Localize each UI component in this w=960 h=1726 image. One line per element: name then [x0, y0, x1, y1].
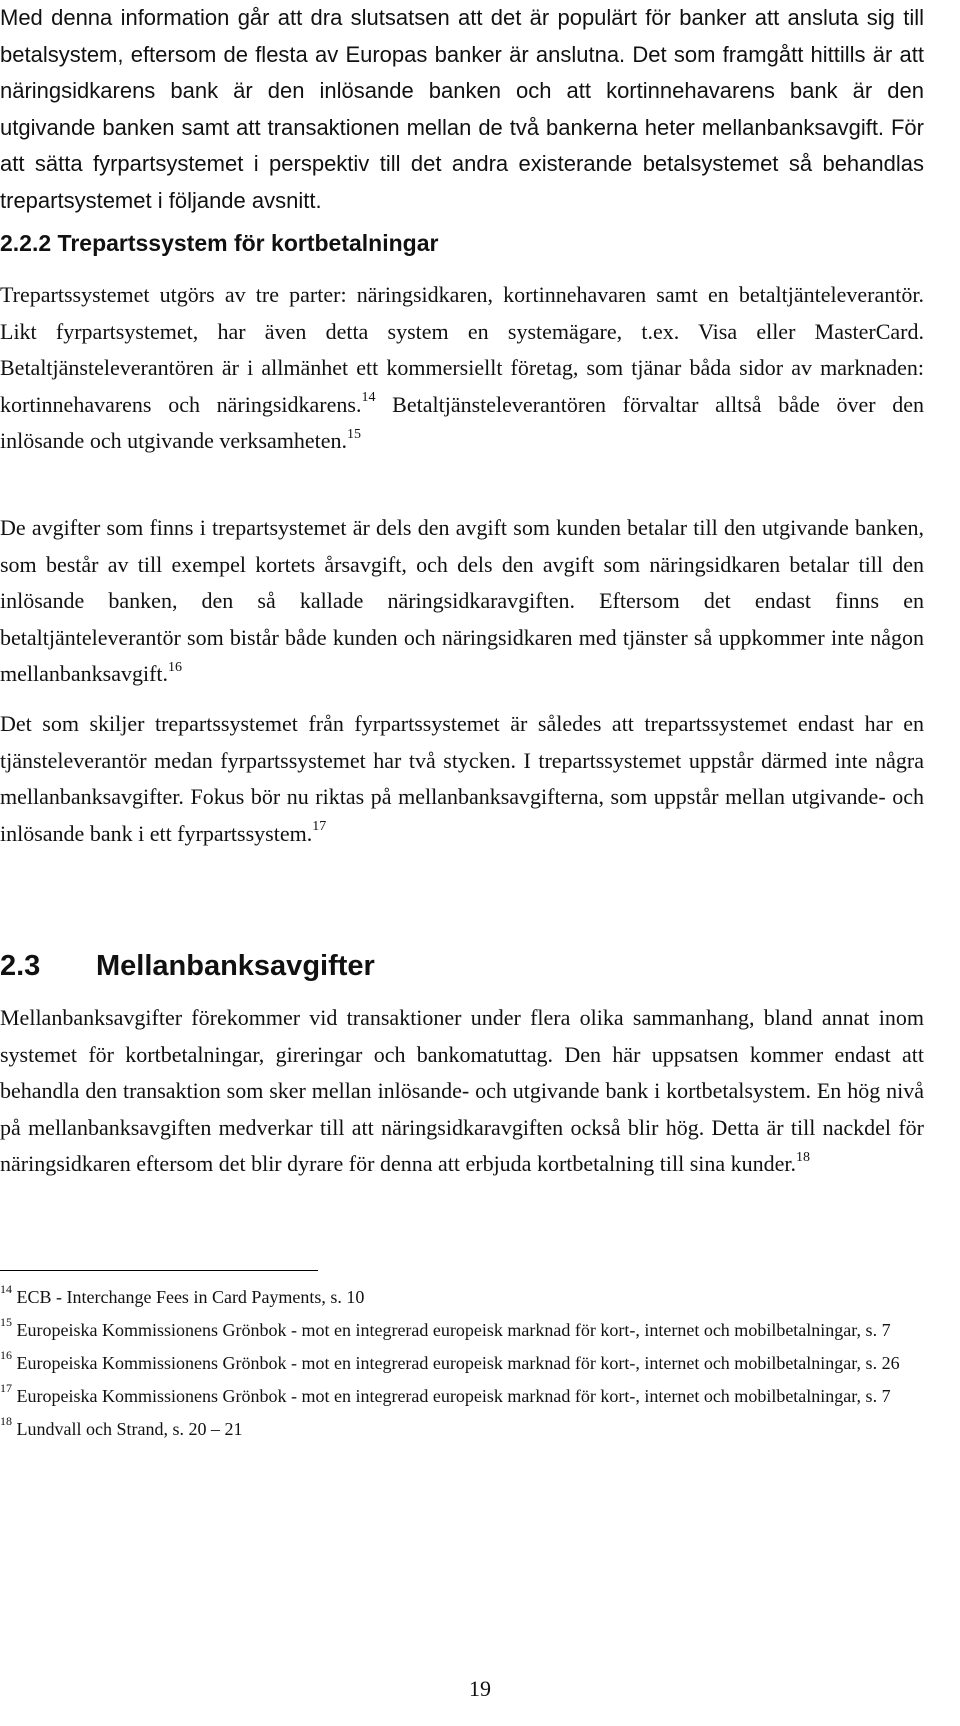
footnote-text: Lundvall och Strand, s. 20 – 21	[16, 1419, 243, 1439]
footnote-17-entry	[0, 1383, 924, 1410]
section-title: Mellanbanksavgifter	[96, 950, 375, 982]
footnote-number: 15	[0, 1315, 12, 1329]
paragraph-trepartssystem-text-2: Betaltjänsteleverantören förvaltar alltså både över den inlösande och utgivande verksamheten.	[0, 391, 925, 453]
footnote-18-entry	[0, 1416, 924, 1443]
section-number: 2.3	[0, 950, 41, 982]
footnote-15-entry	[0, 1317, 924, 1344]
footnote-ref-14[interactable]: 14	[361, 390, 376, 406]
paragraph-trepartssystem	[0, 277, 924, 460]
paragraph-skillnad	[0, 706, 924, 852]
paragraph-mellanbanksavgifter-text: Mellanbanksavgifter förekommer vid transaktioner under flera olika sammanhang, bland annat inom systemet för kortbetalningar, gireringar och bankomatuttag. Den här uppsatsen kommer endast att behandla den transaktion som sker mellan inlösande- och utgivande bank i kortbetalsystem. En hög nivå på mellanbanksavgiften medverkar till att näringsidkaravgiften också blir hög. Detta är till nackdel för näringsidkaren eftersom det blir dyrare för denna att erbjuda kortbetalning till sina kunder.	[0, 1005, 924, 1176]
paragraph-trepartssystem-text: Trepartssystemet utgörs av tre parter: näringsidkaren, kortinnehavaren samt en betaltjänteleverantör. Likt fyrpartsystemet, har även detta system en systemägare, t.ex. Visa eller MasterCard. Betaltjänsteleverantören är i allmänhet ett kommersiellt företag, som tjänar båda sidor av marknaden: kortinnehavarens och näringsidkarens.	[0, 282, 924, 417]
paragraph-avgifter	[0, 510, 924, 693]
paragraph-mellanbanksavgifter	[0, 1000, 924, 1183]
section-heading-2-3	[0, 950, 375, 983]
footnote-ref-15[interactable]: 15	[347, 426, 362, 442]
footnote-ref-18[interactable]: 18	[796, 1149, 811, 1165]
footnote-list	[0, 1284, 924, 1449]
page-number: 19	[469, 1676, 491, 1701]
footnote-text: Europeiska Kommissionens Grönbok - mot en integrerad europeisk marknad för kort-, internet och mobilbetalningar, s. 7	[16, 1320, 891, 1340]
paragraph-skillnad-text: Det som skiljer trepartssystemet från fyrpartssystemet är således att trepartssystemet endast har en tjänsteleverantör medan fyrpartssystemet har två stycken. I trepartssystemet uppstår därmed inte några mellanbanksavgifter. Fokus bör nu riktas på mellanbanksavgifterna, som uppstår mellan utgivande- och inlösande bank i ett fyrpartssystem.	[0, 711, 924, 846]
paragraph-avgifter-text: De avgifter som finns i trepartsystemet är dels den avgift som kunden betalar till den utgivande banken, som består av till exempel kortets årsavgift, och dels den avgift som näringsidkaren betalar till den inlösande banken, den så kallade näringsidkaravgiften. Eftersom det endast finns en betaltjänteleverantör som bistår både kunden och näringsidkaren med tjänster så uppkommer inte någon mellanbanksavgift.	[0, 515, 924, 686]
footnote-16-entry	[0, 1350, 924, 1377]
footnote-text: ECB - Interchange Fees in Card Payments, s. 10	[16, 1287, 365, 1307]
footnote-separator	[0, 1270, 318, 1271]
footnote-text: Europeiska Kommissionens Grönbok - mot en integrerad europeisk marknad för kort-, internet och mobilbetalningar, s. 7	[16, 1386, 891, 1406]
footnote-number: 17	[0, 1381, 12, 1395]
footnote-number: 14	[0, 1282, 12, 1296]
footnote-ref-16[interactable]: 16	[168, 659, 183, 675]
footnote-ref-17[interactable]: 17	[312, 819, 327, 835]
footnote-number: 18	[0, 1414, 12, 1428]
paragraph-intro-text: Med denna information går att dra slutsatsen att det är populärt för banker att ansluta sig till betalsystem, eftersom de flesta av Europas banker är anslutna. Det som framgått hittills är att näringsidkarens bank är den inlösande banken och att kortinnehavarens bank är den utgivande banken samt att transaktionen mellan de två bankerna heter mellanbanksavgift. För att sätta fyrpartsystemet i perspektiv till det andra existerande betalsystemet så behandlas trepartsystemet i följande avsnitt.	[0, 5, 924, 213]
paragraph-intro	[0, 0, 924, 219]
section-heading-2-2-2: 2.2.2 Trepartssystem för kortbetalningar	[0, 230, 439, 256]
footnote-14-entry	[0, 1284, 924, 1311]
footnote-number: 16	[0, 1348, 12, 1362]
footnote-text: Europeiska Kommissionens Grönbok - mot en integrerad europeisk marknad för kort-, internet och mobilbetalningar, s. 26	[16, 1353, 900, 1373]
